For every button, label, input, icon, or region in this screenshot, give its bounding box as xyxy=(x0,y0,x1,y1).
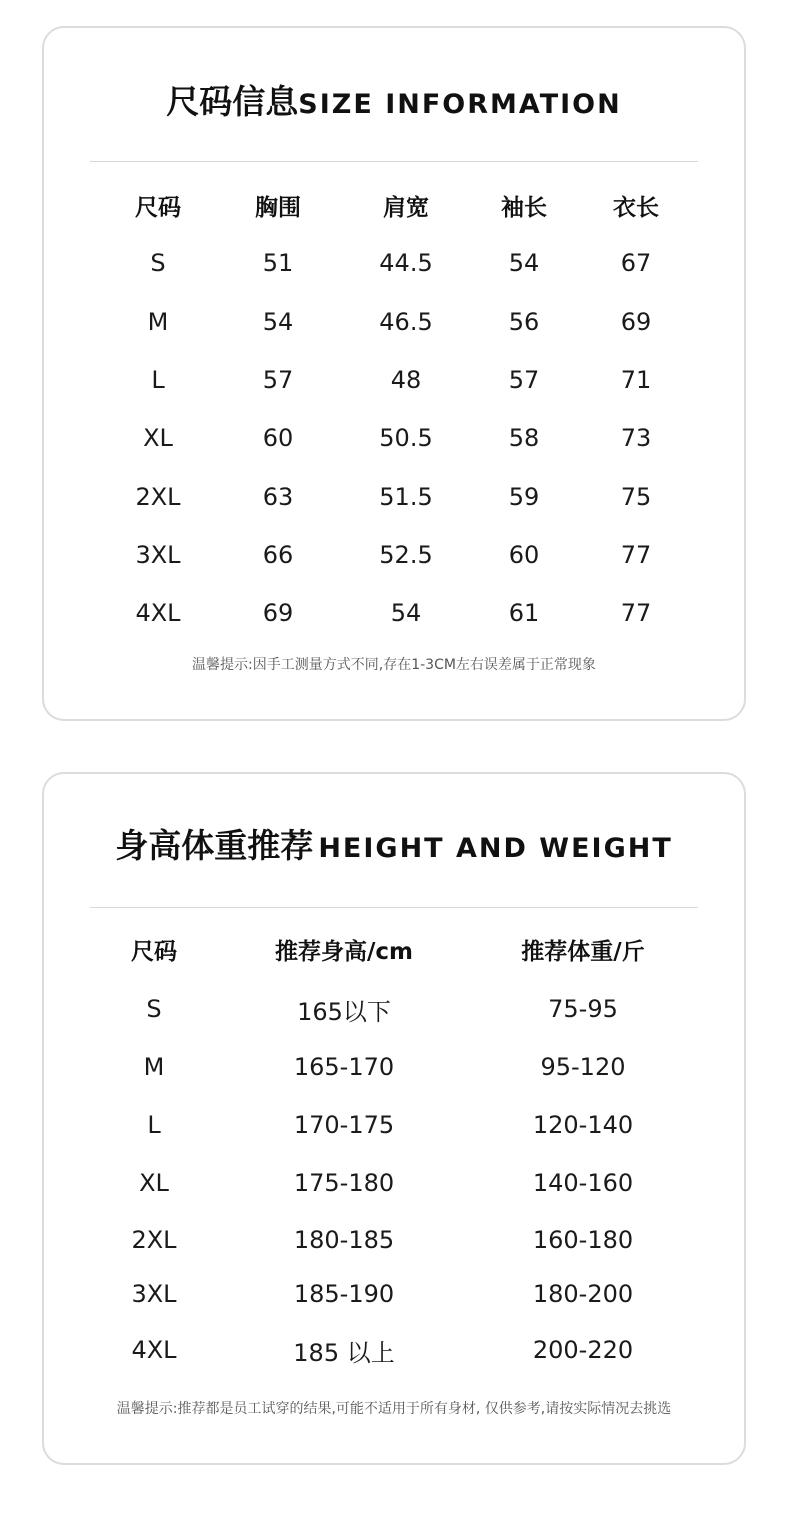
table-cell: 160-180 xyxy=(532,1226,634,1254)
table-cell: 51.5 xyxy=(379,482,433,511)
table-cell: 60 xyxy=(508,540,540,569)
table-row xyxy=(98,351,698,409)
size-information-title-en: SIZE INFORMATION xyxy=(298,89,622,120)
height-weight-title xyxy=(44,820,744,867)
table-cell: 66 xyxy=(262,540,294,569)
table-cell: 200-220 xyxy=(532,1336,634,1364)
table-cell: L xyxy=(147,1111,161,1139)
table-cell: 54 xyxy=(508,249,540,278)
table-row xyxy=(98,526,698,584)
table-cell: L xyxy=(151,366,165,395)
table-cell: 59 xyxy=(508,482,540,511)
table-cell: 185 以上 xyxy=(293,1338,395,1367)
table-cell: 4XL xyxy=(135,599,181,628)
table-cell: 165-170 xyxy=(293,1053,395,1081)
height-weight-title-cn: 身高体重推荐 xyxy=(115,826,314,865)
table-cell: 75 xyxy=(620,482,652,511)
table-cell: 69 xyxy=(262,599,294,628)
table-cell: 140-160 xyxy=(532,1169,634,1197)
table-cell: 77 xyxy=(620,599,652,628)
table-row xyxy=(84,1038,702,1096)
height-weight-header: 推荐体重/斤 xyxy=(521,938,645,965)
table-row xyxy=(84,1154,702,1212)
table-cell: 56 xyxy=(508,307,540,336)
height-weight-header: 推荐身高/cm xyxy=(275,938,413,965)
table-row xyxy=(84,1096,702,1154)
height-weight-table xyxy=(84,918,702,1380)
table-cell: 77 xyxy=(620,540,652,569)
size-information-note: 温馨提示:因手工测量方式不同,存在1-3CM左右误差属于正常现象 xyxy=(192,657,596,673)
table-cell: 165以下 xyxy=(297,997,391,1026)
table-row xyxy=(98,584,698,642)
table-cell: 50.5 xyxy=(379,424,433,453)
table-cell: 180-185 xyxy=(293,1226,395,1254)
height-weight-divider xyxy=(90,907,698,908)
table-row xyxy=(98,293,698,351)
table-cell: 54 xyxy=(262,307,294,336)
size-information-divider xyxy=(90,161,698,162)
table-cell: 95-120 xyxy=(540,1053,626,1081)
table-cell: 67 xyxy=(620,249,652,278)
table-cell: 120-140 xyxy=(532,1111,634,1139)
table-cell: 73 xyxy=(620,424,652,453)
height-weight-card xyxy=(42,772,746,1465)
size-information-title-cn: 尺码信息 xyxy=(166,82,299,121)
size-table-header: 衣长 xyxy=(613,194,659,221)
table-cell: 58 xyxy=(508,424,540,453)
table-cell: M xyxy=(143,1053,165,1081)
table-cell: 170-175 xyxy=(293,1111,395,1139)
table-row xyxy=(84,1320,702,1380)
table-cell: 44.5 xyxy=(379,249,433,278)
table-cell: 175-180 xyxy=(293,1169,395,1197)
table-cell: 52.5 xyxy=(379,540,433,569)
table-row xyxy=(98,467,698,525)
table-row xyxy=(84,1212,702,1268)
table-row xyxy=(84,980,702,1038)
size-table xyxy=(98,176,698,642)
table-cell: 51 xyxy=(262,249,294,278)
table-cell: S xyxy=(150,249,166,278)
height-weight-note: 温馨提示:推荐都是员工试穿的结果,可能不适用于所有身材, 仅供参考,请按实际情况去挑选 xyxy=(116,1401,672,1417)
table-cell: 57 xyxy=(262,366,294,395)
table-cell: M xyxy=(147,307,169,336)
table-cell: 180-200 xyxy=(532,1280,634,1308)
table-cell: 61 xyxy=(508,599,540,628)
table-cell: 75-95 xyxy=(548,995,618,1023)
table-cell: 57 xyxy=(508,366,540,395)
size-table-header: 袖长 xyxy=(501,194,547,221)
table-cell: 4XL xyxy=(131,1336,177,1364)
table-row xyxy=(98,409,698,467)
table-cell: 3XL xyxy=(135,540,181,569)
size-table-header: 肩宽 xyxy=(383,194,429,221)
table-cell: 69 xyxy=(620,307,652,336)
table-cell: XL xyxy=(139,1169,169,1197)
table-cell: 2XL xyxy=(131,1226,177,1254)
size-table-header-row xyxy=(98,176,698,234)
table-cell: 185-190 xyxy=(293,1280,395,1308)
height-weight-header-row xyxy=(84,918,702,980)
table-cell: 3XL xyxy=(131,1280,177,1308)
table-cell: S xyxy=(146,995,162,1023)
table-cell: XL xyxy=(143,424,173,453)
size-information-card xyxy=(42,26,746,721)
table-cell: 63 xyxy=(262,482,294,511)
table-cell: 71 xyxy=(620,366,652,395)
size-information-title xyxy=(44,76,744,123)
table-cell: 60 xyxy=(262,424,294,453)
table-cell: 46.5 xyxy=(379,307,433,336)
size-table-header: 胸围 xyxy=(255,194,301,221)
height-weight-header: 尺码 xyxy=(131,938,177,965)
size-table-header: 尺码 xyxy=(135,194,181,221)
table-row xyxy=(84,1268,702,1320)
table-cell: 54 xyxy=(390,599,422,628)
table-cell: 48 xyxy=(390,366,422,395)
table-cell: 2XL xyxy=(135,482,181,511)
table-row xyxy=(98,234,698,292)
height-weight-title-en: HEIGHT AND WEIGHT xyxy=(318,833,673,864)
